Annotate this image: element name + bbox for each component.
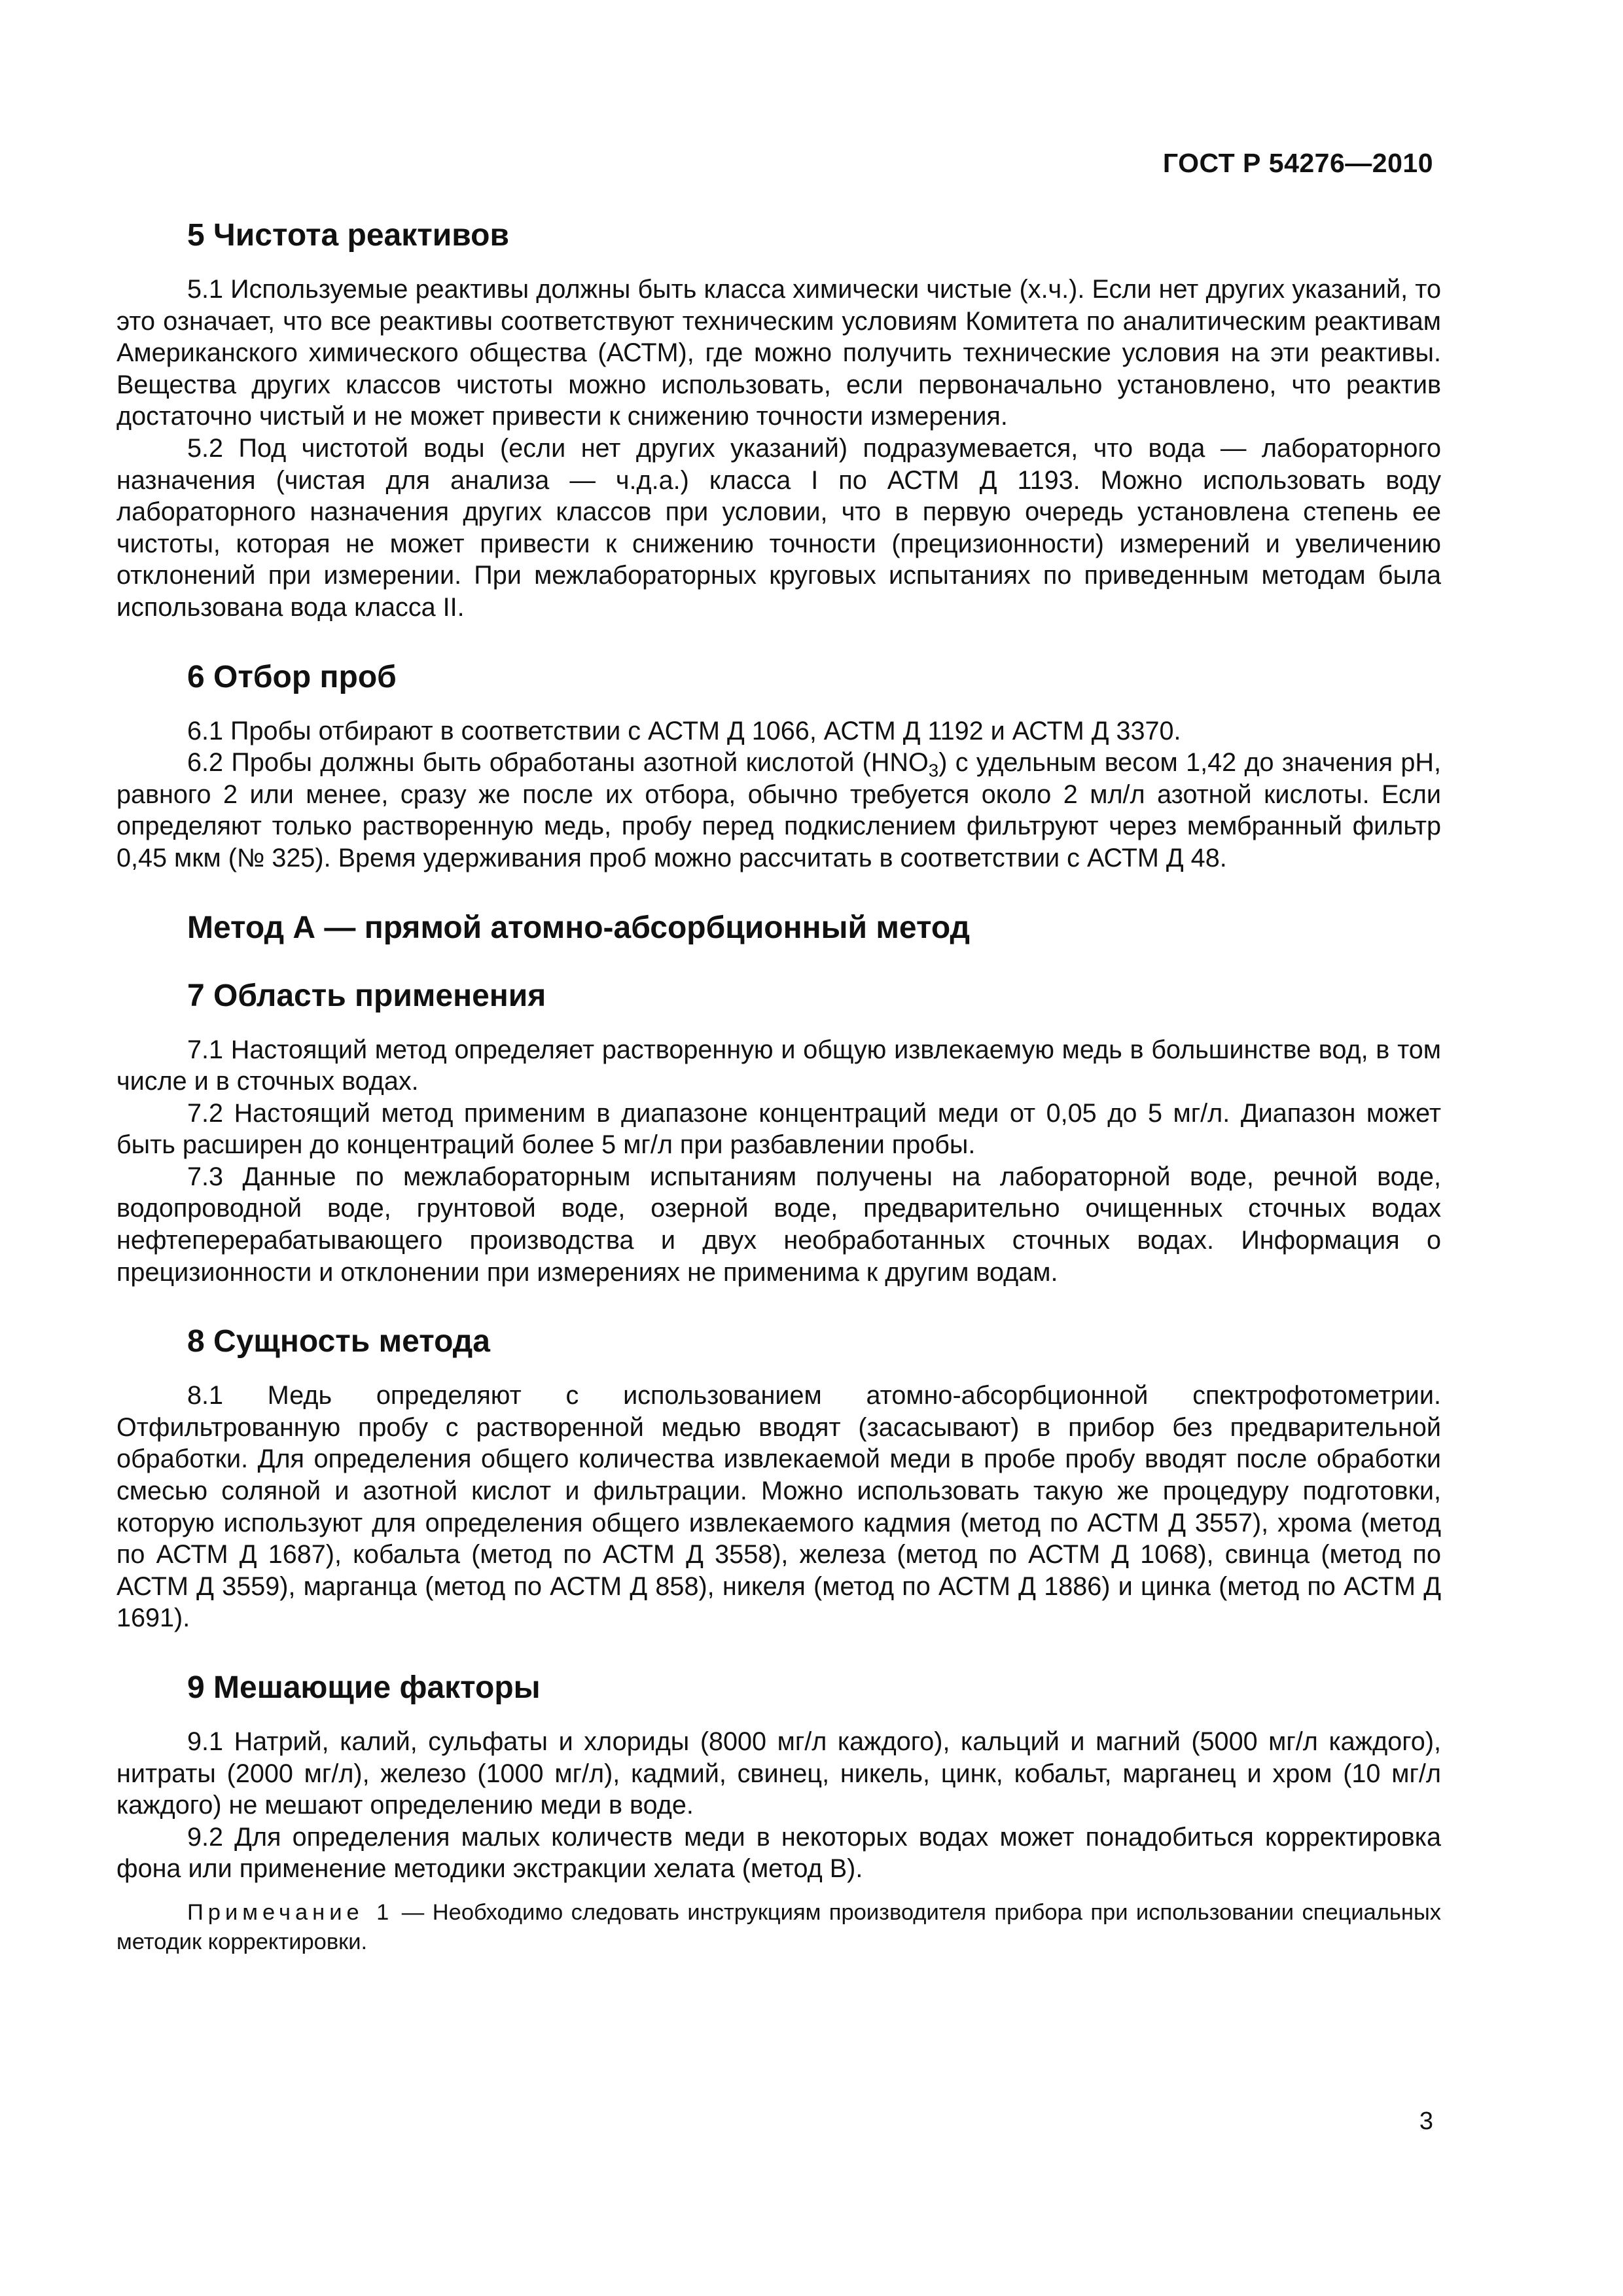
section-7-title: 7 Область применения <box>187 978 546 1013</box>
page-number: 3 <box>1419 2108 1433 2135</box>
paragraph-6-1: 6.1 Пробы отбирают в соответствии с АСТМ Д 1066, АСТМ Д 1192 и АСТМ Д 3370. <box>187 716 1181 745</box>
paragraph-9-2: 9.2 Для определения малых количеств меди в некоторых водах может понадобиться корректировка фона или применение методики экстракции хелата (метод В). <box>116 1822 1441 1884</box>
method-a-title: Метод А — прямой атомно-абсорбционный метод <box>187 910 970 945</box>
paragraph-7-3: 7.3 Данные по межлабораторным испытаниям получены на лабораторной воде, речной воде, водопроводной воде, грунтовой воде, озерной воде, предварительно очищенных сточных водах нефтеперерабатывающего производства и двух необработанных сточных водах. Информация о прецизионности и отклонении при измерениях не применима к другим водам. <box>116 1162 1441 1287</box>
document-body <box>116 216 1441 1991</box>
section-8-title: 8 Сущность метода <box>187 1324 490 1359</box>
section-5-title: 5 Чистота реактивов <box>187 218 509 253</box>
document-code: ГОСТ Р 54276—2010 <box>1162 148 1433 178</box>
paragraph-6-2-start: 6.2 Пробы должны быть обработаны азотной кислотой (HNO <box>187 748 929 778</box>
nitric-acid-subscript: 3 <box>928 760 939 781</box>
paragraph-7-1: 7.1 Настоящий метод определяет растворенную и общую извлекаемую медь в большинстве вод, в том числе и в сточных водах. <box>116 1035 1441 1096</box>
paragraph-7-2: 7.2 Настоящий метод применим в диапазоне концентраций меди от 0,05 до 5 мг/л. Диапазон может быть расширен до концентраций более 5 мг/л при разбавлении пробы. <box>116 1098 1441 1160</box>
paragraph-5-2: 5.2 Под чистотой воды (если нет других указаний) подразумевается, что вода — лабораторного назначения (чистая для анализа — ч.д.а.) класса I по АСТМ Д 1193. Можно использовать воду лабораторного назначения других классов при условии, что в первую очередь установлена степень ее чистоты, которая не может привести к снижению точности (прецизионности) измерений и увеличению отклонений при измерении. При межлабораторных круговых испытаниях по приведенным методам была использована вода класса II. <box>116 433 1441 622</box>
note-label: Примечание 1 <box>187 1899 394 1925</box>
paragraph-6-2 <box>116 747 1441 874</box>
paragraph-5-1: 5.1 Используемые реактивы должны быть класса химически чистые (х.ч.). Если нет других указаний, то это означает, что все реактивы соответствуют техническим условиям Комитета по аналитическим реактивам Американского химического общества (АСТМ), где можно получить технические условия на эти реактивы. Вещества других классов чистоты можно использовать, если первоначально установлено, что реактив достаточно чистый и не может привести к снижению точности измерения. <box>116 275 1441 431</box>
section-6-title: 6 Отбор проб <box>187 659 397 694</box>
paragraph-9-1: 9.1 Натрий, калий, сульфаты и хлориды (8000 мг/л каждого), кальций и магний (5000 мг/л каждого), нитраты (2000 мг/л), железо (1000 мг/л), кадмий, свинец, никель, цинк, кобальт, марганец и хром (10 мг/л каждого) не мешают определению меди в воде. <box>116 1727 1441 1820</box>
paragraph-6-2-end: ) с удельным весом 1,42 до значения pH, равного 2 или менее, сразу же после их отбора, обычно требуется около 2 мл/л азотной кислоты. Если определяют только растворенную медь, пробу перед подкислением фильтруют через мембранный фильтр 0,45 мкм (№ 325). Время удерживания проб можно рассчитать в соответствии с АСТМ Д 48. <box>116 748 1441 872</box>
note-text: — Необходимо следовать инструкциям производителя прибора при использовании специальных методик корректировки. <box>116 1899 1441 1954</box>
section-6 <box>116 658 1441 874</box>
paragraph-8-1: 8.1 Медь определяют с использованием атомно-абсорбционной спектрофотометрии. Отфильтрованную пробу с растворенной медью вводят (засасывают) в прибор без предварительной обработки. Для определения общего количества извлекаемой меди в пробе пробу вводят после обработки смесью соляной и азотной кислот и фильтрации. Можно использовать такую же процедуру подготовки, которую используют для определения общего извлекаемого кадмия (метод по АСТМ Д 3557), хрома (метод по АСТМ Д 1687), кобальта (метод по АСТМ Д 3558), железа (метод по АСТМ Д 1068), свинца (метод по АСТМ Д 3559), марганца (метод по АСТМ Д 858), никеля (метод по АСТМ Д 1886) и цинка (метод по АСТМ Д 1691). <box>116 1381 1441 1633</box>
method-a <box>116 908 1441 948</box>
section-9-title: 9 Мешающие факторы <box>187 1670 541 1705</box>
section-9 <box>116 1668 1441 1957</box>
note-1 <box>116 1898 1441 1957</box>
section-8 <box>116 1322 1441 1634</box>
section-7 <box>116 977 1441 1289</box>
section-5 <box>116 216 1441 624</box>
